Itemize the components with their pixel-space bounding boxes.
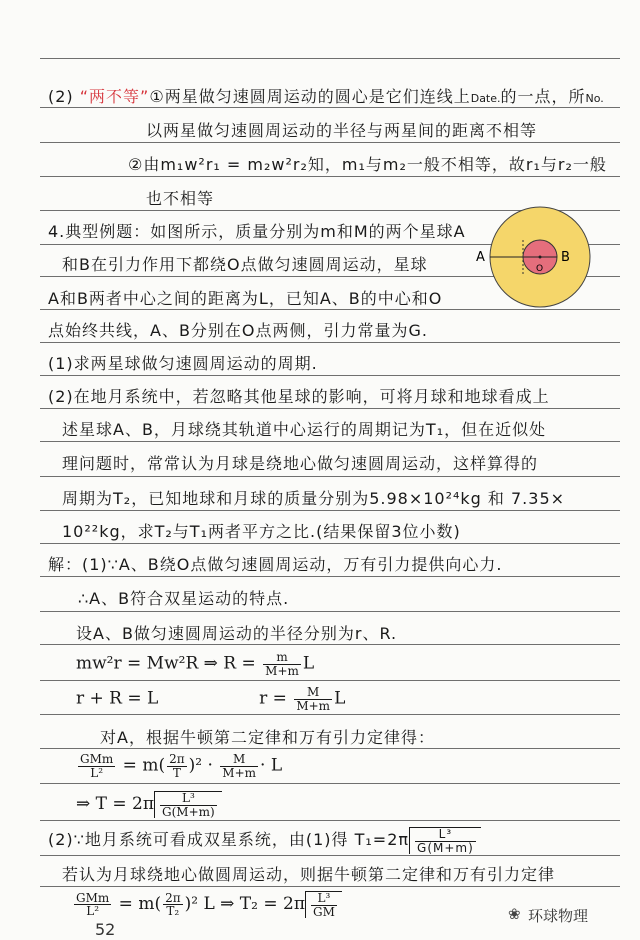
denominator: G(M+m) bbox=[162, 804, 215, 819]
equation-text: )² · bbox=[188, 755, 213, 776]
fraction bbox=[78, 753, 115, 779]
item-number: (2) bbox=[48, 87, 74, 106]
rule-line bbox=[40, 510, 620, 511]
equation-4 bbox=[76, 791, 222, 818]
numerator: L³ bbox=[160, 792, 217, 806]
rule-line bbox=[40, 441, 620, 442]
numerator: M bbox=[294, 686, 332, 700]
equation-text: )² L ⇒ T₂ = 2π bbox=[184, 894, 305, 915]
question-2-line-3: 理问题时，常常认为月球是绕地心做匀速圆周运动，这样算得的 bbox=[62, 454, 539, 473]
numerator: L³ bbox=[415, 828, 476, 842]
equation-text: L bbox=[334, 688, 346, 709]
rule-line bbox=[40, 886, 620, 887]
number-label: No. bbox=[585, 92, 604, 105]
note-line-3: ②由m₁w²r₁ = m₂w²r₂知，m₁与m₂一般不相等，故r₁与r₂一般 bbox=[128, 155, 607, 174]
numerator: 2π bbox=[165, 890, 181, 905]
rule-line bbox=[40, 714, 620, 715]
rule-line bbox=[40, 176, 620, 177]
equation-text: = m( bbox=[118, 894, 162, 915]
question-2-line-2: 述星球A、B，月球绕其轨道中心运行的周期记为T₁，但在近似处 bbox=[62, 420, 547, 439]
note-line-4: 也不相等 bbox=[146, 189, 215, 208]
denominator: T bbox=[172, 765, 181, 780]
date-label: Date. bbox=[470, 92, 501, 105]
numerator: GMm bbox=[80, 752, 114, 766]
denominator: L² bbox=[86, 904, 100, 919]
question-2-line-4: 周期为T₂，已知地球和月球的质量分别为5.98×10²⁴kg 和 7.35× bbox=[62, 489, 566, 508]
rule-line bbox=[40, 820, 620, 821]
rule-line bbox=[40, 543, 620, 544]
numerator: M bbox=[220, 753, 258, 767]
solution-line-3: 设A、B做匀速圆周运动的半径分别为r、R. bbox=[76, 624, 398, 643]
question-2-line-1: (2)在地月系统中，若忽略其他星球的影响，可将月球和地球看成上 bbox=[48, 387, 550, 406]
note-text: (2)∵地月系统可看成双星系统，由(1)得 T₁=2π bbox=[48, 830, 410, 850]
square-root bbox=[305, 891, 342, 918]
fraction bbox=[311, 892, 337, 918]
equation-text: = m( bbox=[122, 755, 166, 776]
fraction bbox=[160, 792, 217, 818]
fraction bbox=[220, 753, 258, 779]
equation-5 bbox=[72, 891, 342, 918]
equation-text: · L bbox=[260, 755, 283, 776]
label-o: O bbox=[536, 264, 544, 274]
numerator: m bbox=[263, 651, 301, 665]
rule-line bbox=[40, 142, 620, 143]
equation-1 bbox=[76, 651, 314, 677]
label-b: B bbox=[561, 250, 570, 265]
equation-3 bbox=[76, 753, 282, 779]
page-number: 52 bbox=[95, 920, 116, 939]
numerator: 2π bbox=[169, 752, 185, 766]
denominator: GM bbox=[313, 904, 335, 919]
fraction bbox=[167, 753, 187, 779]
rule-line bbox=[40, 107, 620, 108]
fraction bbox=[294, 686, 332, 712]
numerator: GMm bbox=[76, 890, 110, 905]
brand-watermark: 环球物理 bbox=[528, 907, 589, 925]
binary-star-diagram bbox=[470, 200, 620, 310]
rule-line bbox=[40, 476, 620, 477]
solution-line-6: 若认为月球绕地心做圆周运动，则据牛顿第二定律和万有引力定律 bbox=[62, 865, 556, 884]
rule-line bbox=[40, 408, 620, 409]
equation-text: mw²r = Mw²R ⇒ R = bbox=[76, 653, 256, 674]
wechat-icon: ❀ bbox=[508, 905, 521, 923]
numerator: L³ bbox=[311, 892, 337, 906]
note-text: ①两星做匀速圆周运动的圆心是它们连线上 bbox=[149, 87, 471, 106]
rule-line bbox=[40, 644, 620, 645]
rule-line bbox=[40, 375, 620, 376]
fraction bbox=[415, 828, 476, 854]
equation-text: r = bbox=[259, 688, 287, 709]
solution-line-5 bbox=[48, 827, 481, 854]
label-a: A bbox=[476, 250, 485, 265]
equation-2 bbox=[76, 686, 345, 712]
rule-line bbox=[40, 611, 620, 612]
example-line-1: 4.典型例题：如图所示，质量分别为m和M的两个星球A bbox=[48, 222, 466, 241]
fraction bbox=[263, 651, 301, 677]
denominator: M+m bbox=[265, 663, 299, 678]
example-line-4: 点始终共线，A、B分别在O点两侧，引力常量为G. bbox=[48, 321, 429, 340]
rule-line bbox=[40, 855, 620, 856]
equation-text: L bbox=[302, 653, 315, 674]
denominator: M+m bbox=[222, 765, 257, 780]
denominator: M+m bbox=[296, 698, 331, 713]
example-line-3: A和B两者中心之间的距离为L，已知A、B的中心和O bbox=[48, 289, 443, 308]
note-line-2: 以两星做匀速圆周运动的半径与两星间的距离不相等 bbox=[146, 121, 538, 140]
solution-line-4: 对A，根据牛顿第二定律和万有引力定律得： bbox=[100, 728, 435, 747]
equation-text: r + R = L bbox=[76, 688, 159, 709]
example-line-2: 和B在引力作用下都绕O点做匀速圆周运动，星球 bbox=[62, 255, 428, 274]
rule-line bbox=[40, 58, 620, 59]
question-1: (1)求两星球做匀速圆周运动的周期. bbox=[48, 354, 318, 373]
note-text: 的一点，所 bbox=[500, 87, 586, 106]
note-line-1 bbox=[48, 84, 604, 107]
equation-text: ⇒ T = 2π bbox=[76, 794, 155, 815]
fraction bbox=[74, 892, 111, 918]
square-root bbox=[409, 827, 481, 854]
square-root bbox=[154, 791, 222, 818]
denominator: L² bbox=[90, 765, 104, 780]
rule-line bbox=[40, 748, 620, 749]
highlight-title: “两不等” bbox=[79, 87, 150, 106]
solution-line-2: ∴A、B符合双星运动的特点. bbox=[78, 589, 290, 608]
rule-line bbox=[40, 576, 620, 577]
denominator: G(M+m) bbox=[417, 840, 474, 855]
fraction bbox=[163, 892, 183, 918]
rule-line bbox=[40, 680, 620, 681]
center-point bbox=[539, 256, 542, 259]
question-2-line-5: 10²²kg，求T₂与T₁两者平方之比.(结果保留3位小数) bbox=[62, 522, 461, 541]
rule-line bbox=[40, 783, 620, 784]
rule-line bbox=[40, 342, 620, 343]
solution-line-1: 解：(1)∵A、B绕O点做匀速圆周运动，万有引力提供向心力. bbox=[48, 555, 503, 574]
denominator: T₂ bbox=[166, 904, 180, 919]
